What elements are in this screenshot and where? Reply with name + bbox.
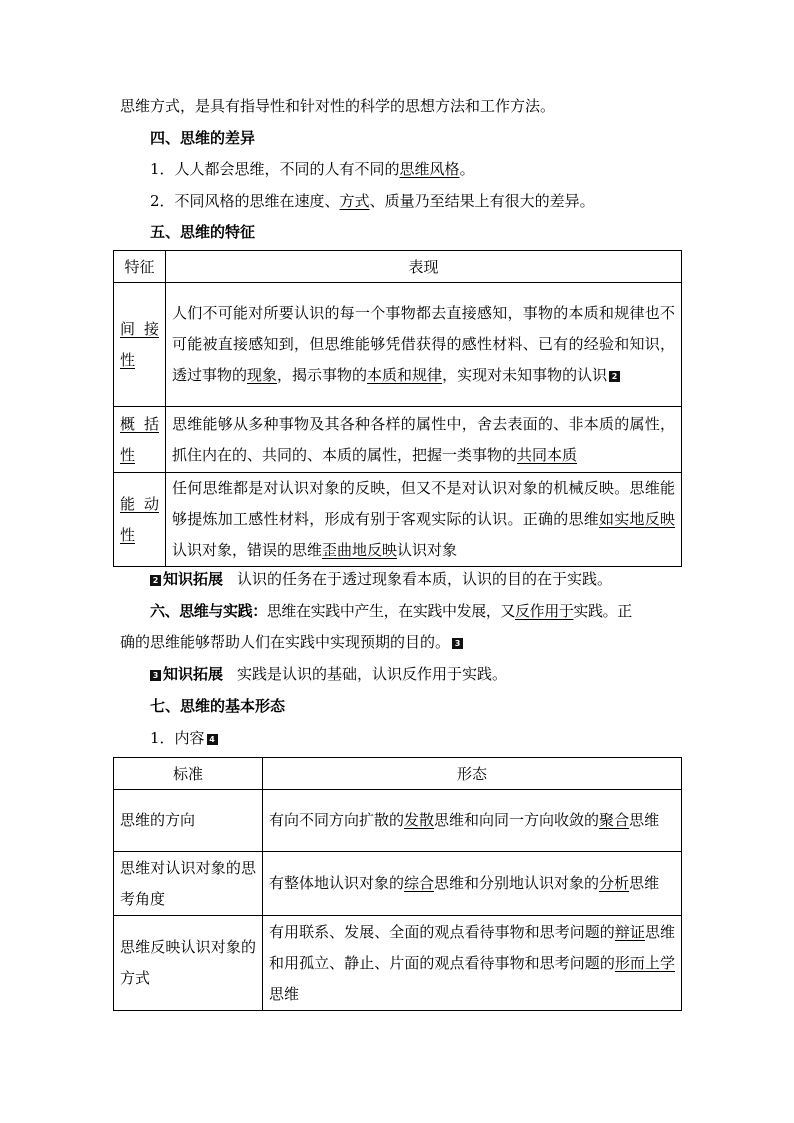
note-marker-icon: 3	[452, 638, 463, 649]
heading-section-7: 七、思维的基本形态	[150, 697, 286, 715]
feature-description-cell: 人们不可能对所要认识的每一个事物都去直接感知，事物的本质和规律也不可能被直接感知到，但思维能够凭借获得的感性材料、已有的经验和知识，透过事物的现象，揭示事物的本质和规律，实现对未知事物的认识 2	[166, 283, 682, 407]
table-header-cell: 标准	[114, 758, 263, 790]
standard-cell: 思维的方向	[114, 790, 263, 852]
form-cell: 有整体地认识对象的综合思维和分别地认识对象的分析思维	[263, 852, 682, 916]
note-marker-icon: 2	[609, 371, 620, 382]
table-header-cell: 形态	[263, 758, 682, 790]
form-cell: 有用联系、发展、全面的观点看待事物和思考问题的辩证思维和用孤立、静止、片面的观点看待事物和思考问题的形而上学思维	[263, 916, 682, 1011]
note-marker-icon: 2	[150, 575, 161, 586]
table-row	[114, 790, 682, 852]
table-row	[114, 473, 682, 567]
standard-cell: 思维反映认识对象的方式	[114, 916, 263, 1011]
table-row	[114, 916, 682, 1011]
subheading-content: 1．内容 4	[150, 728, 220, 748]
heading-section-4: 四、思维的差异	[150, 129, 256, 147]
feature-description-cell: 任何思维都是对认识对象的反映，但又不是对认识对象的机械反映。思维能够提炼加工感性材料，形成有别于客观实际的认识。正确的思维如实地反映认识对象，错误的思维歪曲地反映认识对象	[166, 473, 682, 567]
standard-cell: 思维对认识对象的思考角度	[114, 852, 263, 916]
note-marker-icon: 3	[150, 670, 161, 681]
features-table	[113, 250, 682, 567]
form-cell: 有向不同方向扩散的发散思维和向同一方向收敛的聚合思维	[263, 790, 682, 852]
table-header-row	[114, 758, 682, 790]
feature-name-cell: 概括性	[114, 407, 166, 473]
paragraph-intro: 思维方式，是具有指导性和针对性的科学的思想方法和工作方法。	[120, 97, 556, 115]
table-row	[114, 283, 682, 407]
knowledge-note-3: 3 知识拓展 实践是认识的基础，认识反作用于实践。	[148, 664, 507, 684]
note-marker-icon: 4	[207, 734, 218, 745]
section-6-paragraph: 六、思维与实践：思维在实践中产生，在实践中发展，又反作用于实践。正	[150, 602, 632, 620]
feature-description-cell: 思维能够从多种事物及其各种各样的属性中，舍去表面的、非本质的属性，抓住内在的、共同的、本质的属性，把握一类事物的共同本质	[166, 407, 682, 473]
table-header-row	[114, 251, 682, 283]
section-6-paragraph-line-2: 确的思维能够帮助人们在实践中实现预期的目的。 3	[120, 632, 465, 652]
table-header-cell: 表现	[166, 251, 682, 283]
list-item-difference-1: 1．人人都会思维，不同的人有不同的思维风格。	[150, 160, 475, 178]
list-item-difference-2: 2．不同风格的思维在速度、方式、质量乃至结果上有很大的差异。	[150, 192, 595, 210]
heading-section-5: 五、思维的特征	[150, 223, 256, 241]
table-row	[114, 407, 682, 473]
forms-table	[113, 757, 682, 1011]
feature-name-cell: 能动性	[114, 473, 166, 567]
knowledge-note-2: 2 知识拓展 认识的任务在于透过现象看本质，认识的目的在于实践。	[148, 569, 612, 589]
feature-name-cell: 间接性	[114, 283, 166, 407]
table-row	[114, 852, 682, 916]
table-header-cell: 特征	[114, 251, 166, 283]
